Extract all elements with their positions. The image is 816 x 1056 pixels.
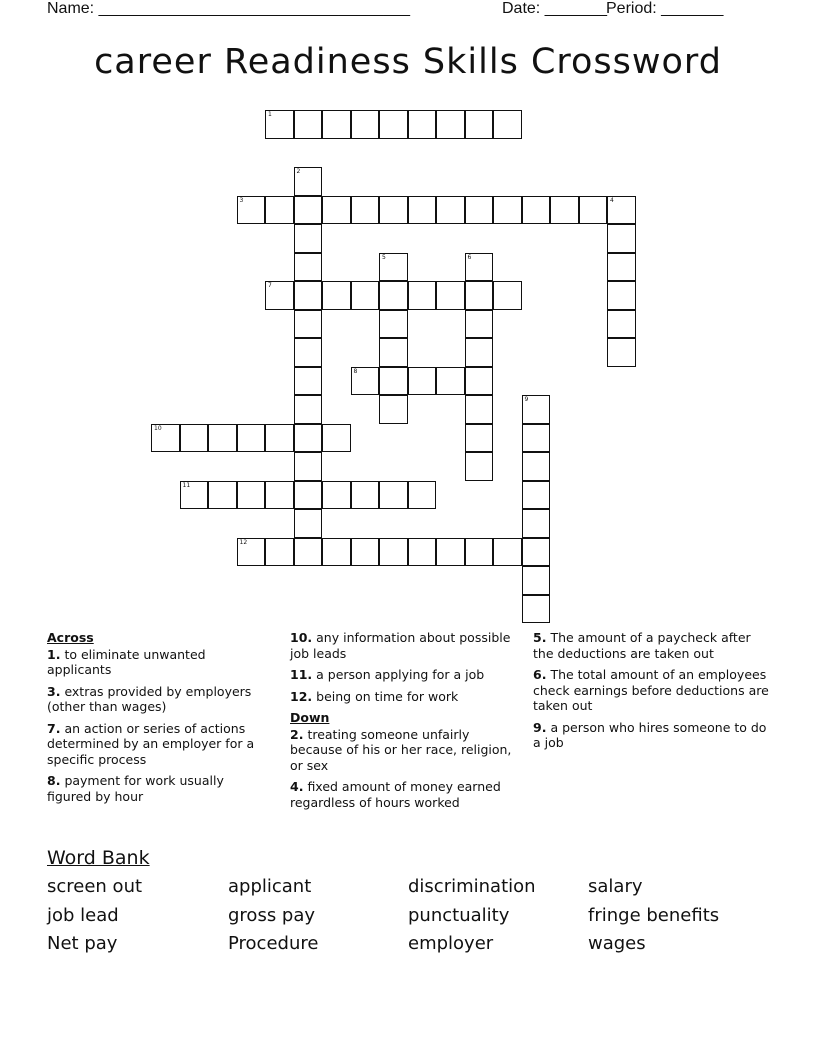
crossword-cell[interactable] — [379, 253, 408, 282]
crossword-cell[interactable] — [607, 310, 636, 339]
crossword-cell[interactable] — [208, 481, 237, 510]
crossword-cell[interactable] — [436, 110, 465, 139]
word-bank-item: fringe benefits — [588, 905, 720, 926]
crossword-cell[interactable] — [408, 481, 437, 510]
crossword-cell[interactable] — [493, 538, 522, 567]
crossword-cell[interactable] — [265, 196, 294, 225]
word-bank-item: discrimination — [408, 876, 536, 897]
clue-down-2: 2. treating someone unfairly because of his or her race, religion, or sex — [290, 726, 512, 773]
crossword-cell[interactable] — [436, 281, 465, 310]
crossword-cell[interactable] — [237, 196, 266, 225]
period-field[interactable]: Period: _______ — [606, 0, 724, 17]
cell-number: 8 — [353, 367, 358, 375]
cell-number: 9 — [524, 396, 529, 403]
crossword-cell[interactable] — [607, 224, 636, 253]
crossword-cell[interactable] — [351, 367, 380, 396]
cell-number: 7 — [268, 282, 272, 289]
across-clues-col1 — [47, 630, 272, 810]
crossword-cell[interactable] — [465, 281, 494, 310]
crossword-cell[interactable] — [208, 424, 237, 453]
cell-number: 12 — [239, 538, 248, 546]
crossword-cell[interactable] — [522, 395, 551, 424]
crossword-cell[interactable] — [294, 538, 323, 567]
word-bank-item: Net pay — [47, 933, 118, 954]
crossword-cell[interactable] — [265, 110, 294, 139]
crossword-cell[interactable] — [436, 538, 465, 567]
crossword-cell[interactable] — [465, 538, 494, 567]
crossword-cell[interactable] — [379, 281, 408, 310]
clue-across-11: 11. a person applying for a job — [290, 667, 485, 682]
crossword-cell[interactable] — [322, 481, 351, 510]
word-bank-heading: Word Bank — [47, 847, 150, 869]
crossword-cell[interactable] — [607, 338, 636, 367]
crossword-cell[interactable] — [294, 424, 323, 453]
crossword-cell[interactable] — [294, 395, 323, 424]
crossword-cell[interactable] — [522, 566, 551, 595]
crossword-cell[interactable] — [294, 367, 323, 396]
crossword-cell[interactable] — [607, 196, 636, 225]
crossword-cell[interactable] — [351, 110, 380, 139]
cell-number: 10 — [154, 424, 162, 432]
crossword-cell[interactable] — [379, 538, 408, 567]
crossword-cell[interactable] — [294, 338, 323, 367]
crossword-cell[interactable] — [237, 481, 266, 510]
crossword-cell[interactable] — [522, 595, 551, 624]
crossword-cell[interactable] — [379, 338, 408, 367]
crossword-cell[interactable] — [351, 281, 380, 310]
crossword-cell[interactable] — [265, 424, 294, 453]
crossword-cell[interactable] — [294, 253, 323, 282]
crossword-cell[interactable] — [465, 395, 494, 424]
crossword-cell[interactable] — [237, 538, 266, 567]
word-bank-item: punctuality — [408, 905, 510, 926]
word-bank-item: employer — [408, 933, 494, 954]
crossword-cell[interactable] — [493, 281, 522, 310]
crossword-cell[interactable] — [436, 196, 465, 225]
crossword-cell[interactable] — [465, 367, 494, 396]
crossword-cell[interactable] — [322, 110, 351, 139]
crossword-cell[interactable] — [379, 310, 408, 339]
crossword-cell[interactable] — [379, 481, 408, 510]
crossword-cell[interactable] — [607, 281, 636, 310]
clues-col2 — [290, 630, 525, 816]
clue-across-12: 12. being on time for work — [290, 688, 459, 704]
clue-across-8: 8. payment for work usually figured by hour — [47, 773, 224, 804]
crossword-cell[interactable] — [351, 538, 380, 567]
crossword-cell[interactable] — [379, 196, 408, 225]
clue-across-7: 7. an action or series of actions determined by an employer for a specific process — [47, 720, 255, 767]
crossword-cell[interactable] — [408, 538, 437, 567]
crossword-cell[interactable] — [265, 281, 294, 310]
crossword-cell[interactable] — [408, 110, 437, 139]
crossword-cell[interactable] — [294, 481, 323, 510]
crossword-cell[interactable] — [465, 110, 494, 139]
crossword-cell[interactable] — [379, 395, 408, 424]
crossword-cell[interactable] — [294, 196, 323, 225]
crossword-cell[interactable] — [351, 196, 380, 225]
crossword-cell[interactable] — [294, 281, 323, 310]
crossword-cell[interactable] — [237, 424, 266, 453]
word-bank-item: screen out — [47, 876, 143, 897]
crossword-cell[interactable] — [522, 196, 551, 225]
crossword-cell[interactable] — [522, 509, 551, 538]
crossword-cell[interactable] — [465, 310, 494, 339]
word-bank-item: job lead — [47, 905, 119, 926]
cell-number: 5 — [382, 253, 386, 261]
crossword-cell[interactable] — [436, 367, 465, 396]
crossword-cell[interactable] — [294, 167, 323, 196]
crossword-cell[interactable] — [294, 110, 323, 139]
cell-number: 11 — [182, 481, 191, 489]
crossword-cell[interactable] — [294, 224, 323, 253]
crossword-cell[interactable] — [379, 110, 408, 139]
clue-across-10: 10. any information about possible job leads — [290, 630, 511, 661]
crossword-cell[interactable] — [322, 538, 351, 567]
crossword-cell[interactable] — [465, 196, 494, 225]
clue-across-1: 1. to eliminate unwanted applicants — [47, 646, 206, 677]
crossword-cell[interactable] — [408, 196, 437, 225]
crossword-cell[interactable] — [408, 281, 437, 310]
crossword-cell[interactable] — [522, 424, 551, 453]
crossword-cell[interactable] — [550, 196, 579, 225]
crossword-cell[interactable] — [408, 367, 437, 396]
cell-number: 4 — [610, 196, 614, 204]
down-heading: Down — [290, 710, 330, 725]
clue-down-9: 9. a person who hires someone to do a job — [533, 719, 767, 750]
page-title: career Readiness Skills Crossword — [94, 42, 722, 82]
crossword-cell[interactable] — [151, 424, 180, 453]
crossword-cell[interactable] — [294, 310, 323, 339]
crossword-cell[interactable] — [493, 196, 522, 225]
date-field[interactable]: Date: _______ — [502, 0, 607, 17]
crossword-cell[interactable] — [322, 196, 351, 225]
crossword-cell[interactable] — [522, 481, 551, 510]
clue-down-4: 4. fixed amount of money earned regardless of hours worked — [290, 779, 501, 810]
crossword-cell[interactable] — [265, 481, 294, 510]
crossword-cell[interactable] — [322, 281, 351, 310]
crossword-cell[interactable] — [465, 338, 494, 367]
crossword-cell[interactable] — [522, 538, 551, 567]
crossword-cell[interactable] — [351, 481, 380, 510]
cell-number: 1 — [268, 111, 272, 118]
crossword-cell[interactable] — [579, 196, 608, 225]
crossword-cell[interactable] — [265, 538, 294, 567]
clue-down-5: 5. The amount of a paycheck after the deductions are taken out — [533, 630, 751, 661]
crossword-cell[interactable] — [294, 452, 323, 481]
clues-col3 — [533, 630, 773, 757]
crossword-cell[interactable] — [294, 509, 323, 538]
cell-number: 2 — [296, 168, 301, 175]
across-heading: Across — [47, 630, 94, 645]
crossword-cell[interactable] — [465, 424, 494, 453]
crossword-cell[interactable] — [465, 253, 494, 282]
crossword-cell[interactable] — [180, 481, 209, 510]
crossword-cell[interactable] — [379, 367, 408, 396]
crossword-cell[interactable] — [180, 424, 209, 453]
clue-across-3: 3. extras provided by employers (other than wages) — [47, 683, 252, 714]
word-bank-item: applicant — [228, 876, 312, 897]
word-bank-item: gross pay — [228, 905, 316, 926]
crossword-cell[interactable] — [465, 452, 494, 481]
word-bank-item: wages — [588, 933, 646, 954]
crossword-cell[interactable] — [607, 253, 636, 282]
cell-number: 6 — [467, 253, 472, 261]
cell-number: 3 — [239, 196, 244, 204]
clue-down-6: 6. The total amount of an employees check earnings before deductions are taken out — [533, 667, 769, 713]
crossword-cell[interactable] — [322, 424, 351, 453]
name-field[interactable]: Name: ___________________________________ — [47, 0, 411, 17]
crossword-cell[interactable] — [522, 452, 551, 481]
word-bank-item: salary — [588, 876, 643, 897]
word-bank-item: Procedure — [228, 933, 319, 954]
crossword-cell[interactable] — [493, 110, 522, 139]
